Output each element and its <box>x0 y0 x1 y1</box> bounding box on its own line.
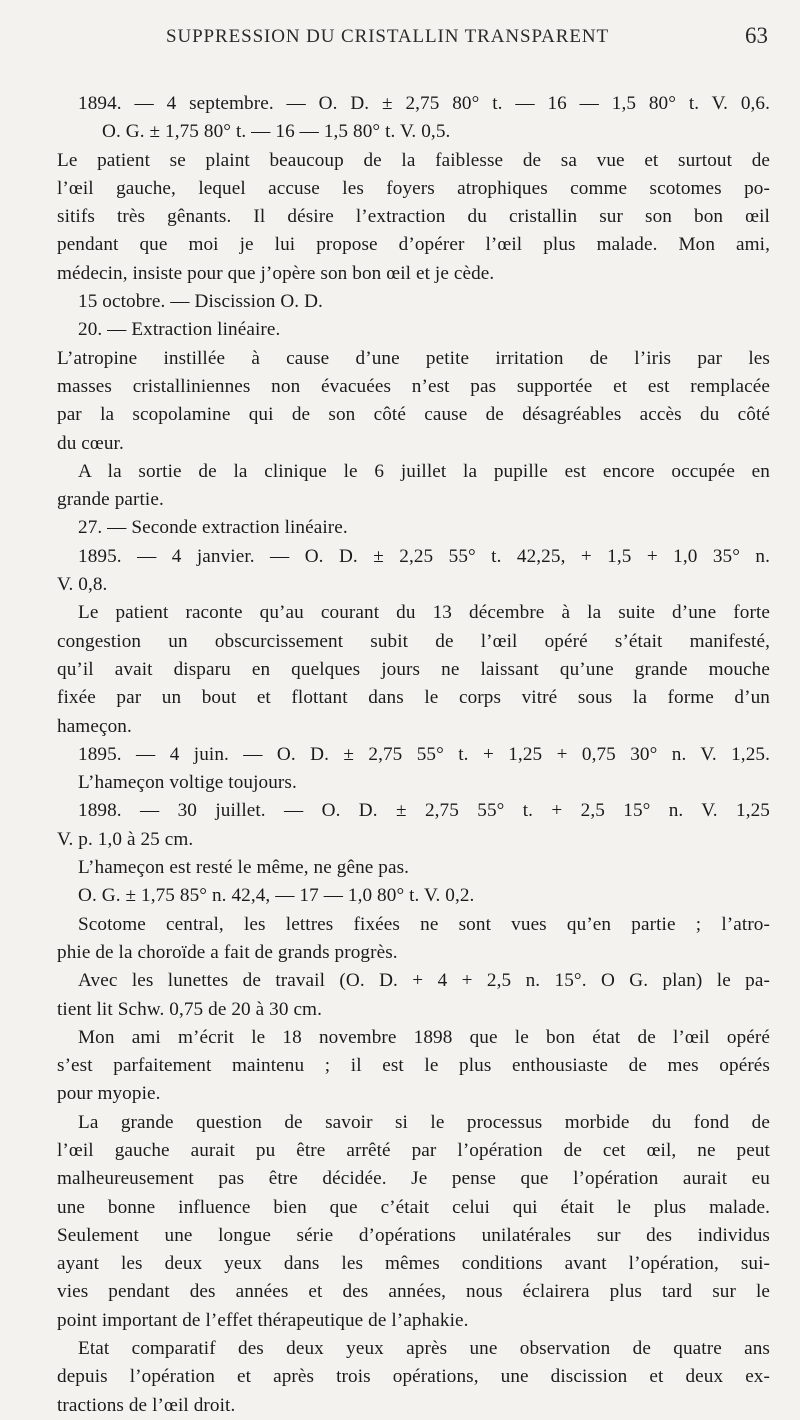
text-line: 1894. — 4 septembre. — O. D. ± 2,75 80° t. — 16 — 1,5 80° t. V. 0,6. <box>78 93 770 114</box>
text-line: qu’il avait disparu en quelques jours ne laissant qu’une grande mouche <box>57 658 770 680</box>
text-line: par la scopolamine qui de son côté cause de désagréables accès du côté <box>57 404 770 426</box>
text-line: La grande question de savoir si le processus morbide du fond de <box>78 1111 770 1133</box>
text-line: masses cristalliniennes non évacuées n’est pas supportée et est remplacée <box>57 375 770 397</box>
running-head <box>57 23 770 66</box>
text-line: V. 0,8. <box>57 574 108 596</box>
page-body <box>57 90 770 1420</box>
text-line: Mon ami m’écrit le 18 novembre 1898 que le bon état de l’œil opéré <box>78 1026 770 1048</box>
text-line: pour myopie. <box>57 1083 161 1105</box>
text-line: ayant les deux yeux dans les mêmes conditions avant l’opération, sui- <box>57 1253 770 1275</box>
text-line: Etat comparatif des deux yeux après une observation de quatre ans <box>78 1338 770 1360</box>
text-line: 27. — Seconde extraction linéaire. <box>78 517 348 539</box>
text-line: A la sortie de la clinique le 6 juillet la pupille est encore occupée en <box>78 460 770 482</box>
text-line: pendant que moi je lui propose d’opérer l’œil plus malade. Mon ami, <box>57 234 770 256</box>
text-line: Scotome central, les lettres fixées ne sont vues qu’en partie ; l’atro- <box>78 913 770 935</box>
text-line: phie de la choroïde a fait de grands progrès. <box>57 941 398 963</box>
text-line: V. p. 1,0 à 25 cm. <box>57 828 194 850</box>
text-line: 20. — Extraction linéaire. <box>78 319 281 341</box>
text-line: depuis l’opération et après trois opérations, une discission et deux ex- <box>57 1366 770 1388</box>
text-line: 1898. — 30 juillet. — O. D. ± 2,75 55° t. + 2,5 15° n. V. 1,25 <box>78 800 770 822</box>
text-line: 1895. — 4 juin. — O. D. ± 2,75 55° t. + 1,25 + 0,75 30° n. V. 1,25. <box>78 743 770 765</box>
text-line: congestion un obscurcissement subit de l’œil opéré s’était manifesté, <box>57 630 770 652</box>
text-line: L’hameçon est resté le même, ne gêne pas. <box>78 857 410 879</box>
text-line: tractions de l’œil droit. <box>57 1394 236 1416</box>
text-line: malheureusement pas être décidée. Je pense que l’opération aurait eu <box>57 1168 770 1190</box>
text-line: l’œil gauche aurait pu être arrêté par l’opération de cet œil, ne peut <box>57 1139 770 1161</box>
text-line: fixée par un bout et flottant dans le corps vitré sous la forme d’un <box>57 687 770 709</box>
text-line: O. G. ± 1,75 85° n. 42,4, — 17 — 1,0 80° t. V. 0,2. <box>78 885 475 907</box>
text-line: L’atropine instillée à cause d’une petite irritation de l’iris par les <box>57 347 770 369</box>
text-line: médecin, insiste pour que j’opère son bon œil et je cède. <box>57 262 495 284</box>
text-line: vies pendant des années et des années, nous éclairera plus tard sur le <box>57 1281 770 1303</box>
text-line: grande partie. <box>57 489 164 511</box>
text-line: tient lit Schw. 0,75 de 20 à 30 cm. <box>57 998 322 1020</box>
text-line: Seulement une longue série d’opérations unilatérales sur des individus <box>57 1224 770 1246</box>
text-line: point important de l’effet thérapeutique de l’aphakie. <box>57 1309 469 1331</box>
running-title: SUPPRESSION DU CRISTALLIN TRANSPARENT <box>166 26 609 47</box>
text-line: 1895. — 4 janvier. — O. D. ± 2,25 55° t. 42,25, + 1,5 + 1,0 35° n. <box>78 545 770 567</box>
text-line: une bonne influence bien que c’était celui qui était le plus malade. <box>57 1196 770 1218</box>
text-line: Le patient se plaint beaucoup de la faiblesse de sa vue et surtout de <box>57 149 770 171</box>
text-line: l’œil gauche, lequel accuse les foyers atrophiques comme scotomes po- <box>57 177 770 199</box>
text-line: sitifs très gênants. Il désire l’extraction du cristallin sur son bon œil <box>57 206 770 228</box>
text-line: Avec les lunettes de travail (O. D. + 4 + 2,5 n. 15°. O G. plan) le pa- <box>78 970 770 992</box>
text-line: du cœur. <box>57 432 124 454</box>
text-line: s’est parfaitement maintenu ; il est le plus enthousiaste de mes opérés <box>57 1055 770 1077</box>
text-line: 15 octobre. — Discission O. D. <box>78 291 323 313</box>
page-number: 63 <box>745 23 768 48</box>
text-line: hameçon. <box>57 715 132 737</box>
text-line: Le patient raconte qu’au courant du 13 décembre à la suite d’une forte <box>78 602 770 624</box>
text-line: L’hameçon voltige toujours. <box>78 772 297 794</box>
text-line: O. G. ± 1,75 80° t. — 16 — 1,5 80° t. V. 0,5. <box>102 121 451 143</box>
